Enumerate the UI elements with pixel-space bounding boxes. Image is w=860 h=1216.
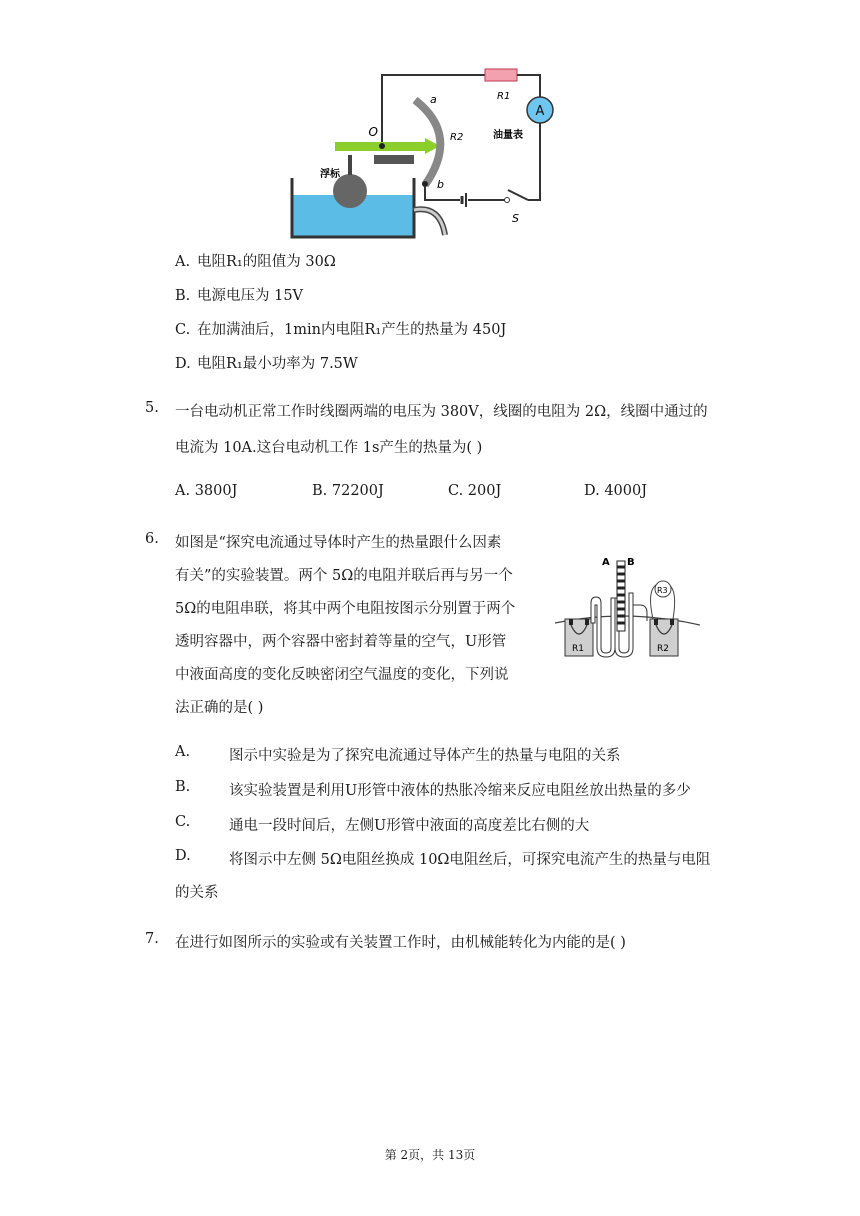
- q5-stem-line2: 电流为 10A.这台电动机工作 1s产生的热量为( ): [175, 440, 483, 456]
- option-text: 电源电压为 15V: [197, 288, 304, 304]
- q5-number: 5.: [145, 400, 159, 416]
- q6-option-c-text[interactable]: 通电一段时间后，左侧U形管中液面的高度差比右侧的大: [229, 818, 590, 834]
- option-text: 72200J: [331, 483, 384, 499]
- svg-text:B: B: [627, 557, 635, 568]
- q6-stem-line: 中液面高度的变化反映密闭空气温度的变化，下列说: [175, 667, 509, 683]
- q5-stem-line1: 一台电动机正常工作时线圈两端的电压为 380V，线圈的电阻为 2Ω，线圈中通过的: [175, 404, 708, 420]
- q4-option-c[interactable]: [175, 318, 506, 339]
- q6-option-b-text[interactable]: 该实验装置是利用U形管中液体的热胀冷缩来反应电阻丝放出热量的多少: [229, 783, 691, 799]
- svg-text:b: b: [437, 178, 444, 191]
- option-label: B.: [312, 483, 328, 499]
- option-text: 3800J: [194, 483, 238, 499]
- svg-text:R2: R2: [657, 644, 669, 654]
- q6-stem-line: 法正确的是( ): [175, 700, 264, 716]
- option-label: A.: [175, 254, 191, 270]
- page-footer: 第 2页，共 13页: [384, 1148, 476, 1162]
- q6-option-d-continuation: 的关系: [175, 885, 219, 901]
- q6-number: 6.: [145, 531, 159, 547]
- q7-stem: 在进行如图所示的实验或有关装置工作时，由机械能转化为内能的是( ): [175, 935, 626, 951]
- svg-text:A: A: [535, 104, 545, 119]
- svg-text:S: S: [512, 212, 519, 225]
- svg-text:油量表: 油量表: [493, 130, 523, 141]
- svg-text:R1: R1: [497, 91, 511, 102]
- svg-text:A: A: [602, 557, 610, 568]
- option-label: D.: [175, 356, 191, 372]
- option-label: C.: [175, 322, 191, 338]
- q6-stem-line: 如图是“探究电流通过导体时产生的热量跟什么因素: [175, 535, 502, 551]
- svg-text:O: O: [368, 125, 378, 139]
- option-text: 4000J: [604, 483, 648, 499]
- q7-number: 7.: [145, 931, 159, 947]
- q6-stem-line: 有关”的实验装置。两个 5Ω的电阻并联后再与另一个: [175, 568, 513, 584]
- q6-option-a-text[interactable]: 图示中实验是为了探究电流通过导体产生的热量与电阻的关系: [229, 748, 621, 764]
- q6-option-b-label[interactable]: B.: [175, 779, 191, 795]
- q5-option-b[interactable]: [312, 483, 384, 499]
- q6-option-c-label[interactable]: C.: [175, 814, 191, 830]
- option-text: 电阻R₁最小功率为 7.5W: [197, 356, 358, 372]
- oil-gauge-circuit-figure: [290, 60, 560, 242]
- q6-option-a-label[interactable]: A.: [175, 744, 191, 760]
- option-label: B.: [175, 288, 191, 304]
- q4-option-a[interactable]: [175, 250, 336, 271]
- svg-text:a: a: [430, 93, 437, 106]
- option-text: 在加满油后，1min内电阻R₁产生的热量为 450J: [197, 322, 507, 338]
- svg-text:R3: R3: [657, 586, 668, 595]
- q6-option-d-label[interactable]: D.: [175, 848, 191, 864]
- q6-option-d-text[interactable]: 将图示中左侧 5Ω电阻丝换成 10Ω电阻丝后，可探究电流产生的热量与电阻: [229, 852, 711, 868]
- resistor-r1: [485, 69, 517, 81]
- svg-text:R2: R2: [450, 132, 464, 143]
- option-label: D.: [584, 483, 600, 499]
- joule-heating-apparatus-figure: [555, 553, 700, 661]
- option-label: A.: [175, 483, 191, 499]
- q6-stem-line: 透明容器中，两个容器中密封着等量的空气，U形管: [175, 634, 507, 650]
- q5-option-a[interactable]: [175, 483, 237, 499]
- q5-option-c[interactable]: [448, 483, 501, 499]
- option-text: 200J: [467, 483, 502, 499]
- q6-stem-line: 5Ω的电阻串联，将其中两个电阻按图示分别置于两个: [175, 601, 516, 617]
- svg-text:浮标: 浮标: [320, 169, 340, 180]
- switch-s: [508, 190, 528, 200]
- q5-option-d[interactable]: [584, 483, 647, 499]
- option-label: C.: [448, 483, 464, 499]
- q4-option-d[interactable]: [175, 352, 358, 373]
- svg-text:R1: R1: [572, 644, 584, 654]
- option-text: 电阻R₁的阻值为 30Ω: [197, 254, 336, 270]
- q4-option-b[interactable]: [175, 284, 303, 305]
